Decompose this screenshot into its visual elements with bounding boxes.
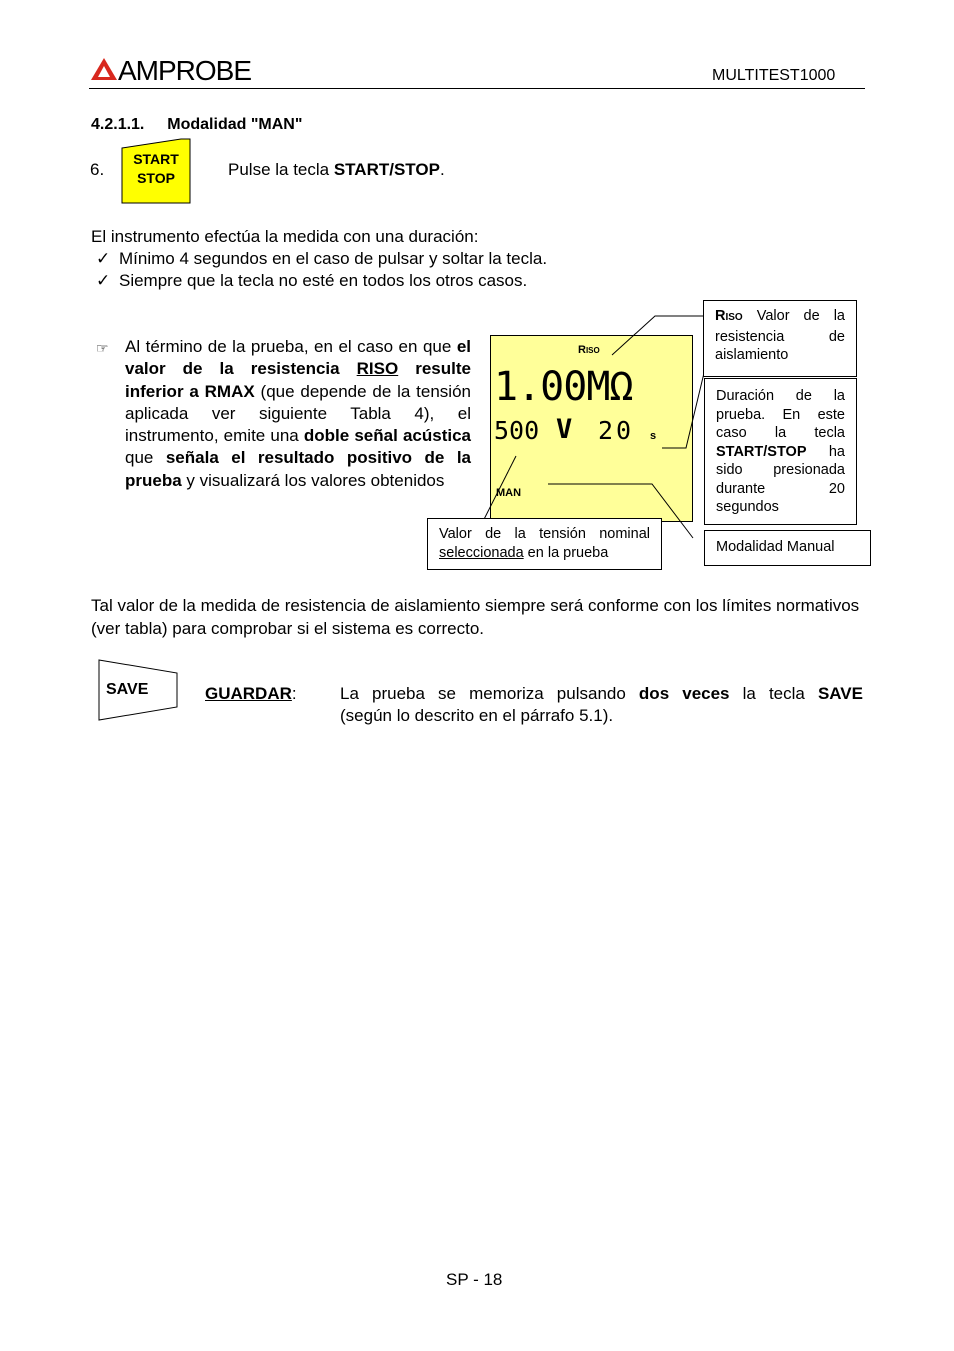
save-key-label: SAVE (106, 681, 149, 698)
conformity-paragraph: Tal valor de la medida de resistencia de aislamiento siempre será conforme con los límites normativos (ver tabla) para comprobar si el sistema es correcto. (91, 596, 860, 638)
start-stop-key-label: START STOP (133, 151, 179, 186)
checkmark-icon: ✓ (96, 249, 111, 268)
bullet-item: ✓ Siempre que la tecla no esté en todos los otros casos. (96, 271, 528, 290)
note-paragraph: Al término de la prueba, en el caso en que el valor de la resistencia RISO resulte inferior a RMAX (que depende de la tensión aplicada ver siguiente Tabla 4), el instrumento, emite una doble señal acústica que señala el resultado positivo de la prueba y visualizará los valores obtenidos (125, 337, 472, 490)
save-description-line2: (según lo descrito en el párrafo 5.1). (340, 706, 614, 725)
save-description: La prueba se memoriza pulsando dos veces la tecla SAVE (340, 684, 863, 703)
section-title: Modalidad "MAN" (167, 116, 303, 133)
lcd-time-value: 20 (598, 416, 635, 445)
save-title: GUARDAR: (205, 684, 297, 703)
lcd-time-unit: s (650, 430, 657, 442)
callout-duration: Duración de la prueba. En este caso la tecla START/STOP ha sido presionada durante 20 segundos (704, 378, 857, 525)
pointing-hand-icon: ☞ (96, 340, 109, 356)
callout-mode: Modalidad Manual (704, 530, 871, 566)
lcd-main-value: 1.00MΩ (494, 364, 633, 410)
lcd-mode-label: MAN (496, 487, 522, 499)
lcd-voltage-unit: V (556, 414, 573, 445)
bullet-item: ✓ Mínimo 4 segundos en el caso de pulsar y soltar la tecla. (96, 249, 548, 268)
step-number: 6. (90, 160, 105, 179)
page-number: SP - 18 (446, 1270, 503, 1289)
callout-voltage: Valor de la tensión nominal seleccionada en la prueba (427, 518, 662, 570)
brand-logo: AMPROBE (118, 55, 252, 86)
section-number: 4.2.1.1. (91, 116, 145, 133)
lcd-riso-label: RISO (578, 344, 600, 356)
checkmark-icon: ✓ (96, 271, 111, 290)
step-text: Pulse la tecla START/STOP. (228, 160, 445, 179)
callout-riso: RISO Valor de la resistencia de aislamiento (703, 300, 857, 377)
model-name: MULTITEST1000 (712, 67, 836, 84)
intro-text: El instrumento efectúa la medida con una duración: (91, 227, 479, 246)
lcd-voltage-value: 500 (494, 416, 540, 445)
